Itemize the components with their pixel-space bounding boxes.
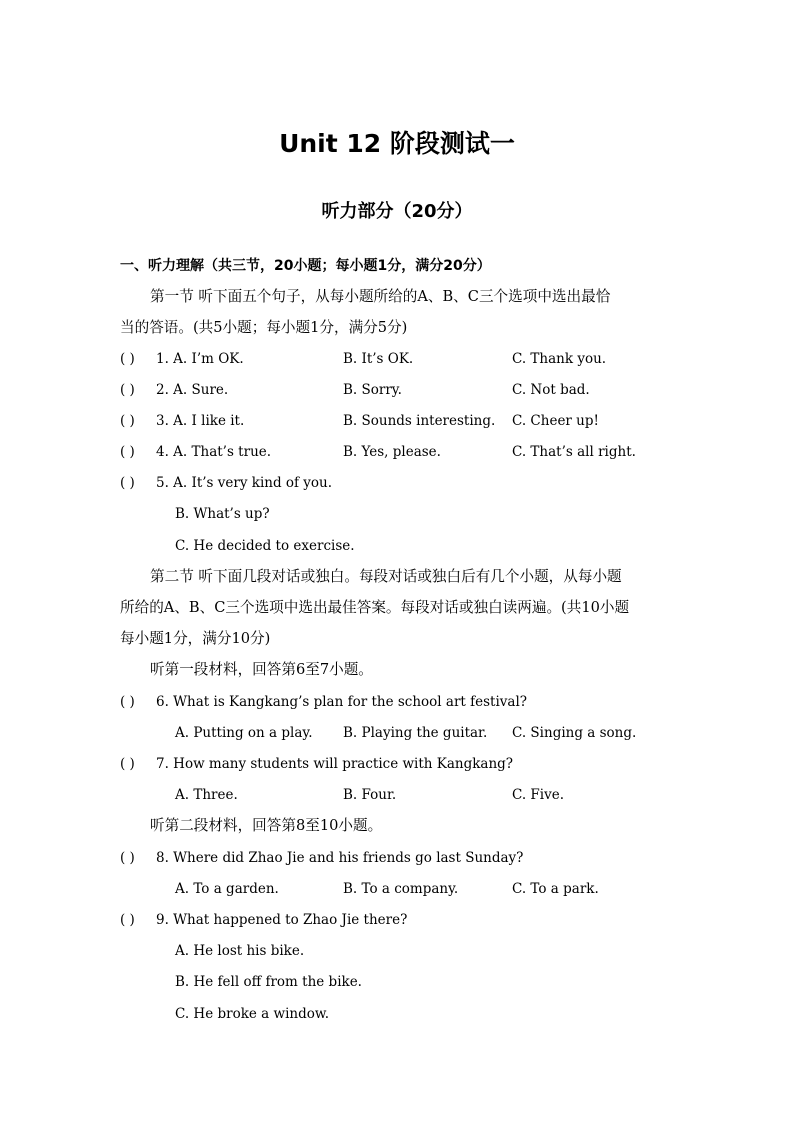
question-9: [120, 910, 407, 930]
question-text: 1. A. I’m OK.: [156, 351, 244, 367]
question-2: [120, 380, 228, 400]
option-c: C. That’s all right.: [512, 444, 636, 460]
part2-instructions-line1: 第二节 听下面几段对话或独白。每段对话或独白后有几个小题，从每小题: [150, 568, 622, 585]
option-a: A. To a garden.: [175, 881, 279, 897]
question-7: [120, 754, 513, 774]
part2-instructions-line2: 所给的A、B、C三个选项中选出最佳答案。每段对话或独白读两遍。(共10小题: [120, 599, 630, 616]
question-6: [120, 692, 527, 712]
question-text: 7. How many students will practice with Kangkang?: [156, 756, 514, 772]
option-a: A. Putting on a play.: [175, 725, 313, 741]
option-c: C. He decided to exercise.: [175, 538, 355, 554]
answer-blank[interactable]: ( ): [120, 475, 135, 491]
material-1-instruction: 听第一段材料，回答第6至7小题。: [150, 661, 373, 678]
option-b: B. Sorry.: [343, 382, 402, 398]
question-text: 2. A. Sure.: [156, 382, 229, 398]
question-text: 9. What happened to Zhao Jie there?: [156, 912, 408, 928]
option-c: C. Five.: [512, 787, 565, 803]
part2-instructions-line3: 每小题1分，满分10分): [120, 630, 271, 647]
answer-blank[interactable]: ( ): [120, 351, 135, 367]
option-c: C. Singing a song.: [512, 725, 637, 741]
option-b: B. Yes, please.: [343, 444, 441, 460]
question-text: 4. A. That’s true.: [156, 444, 272, 460]
answer-blank[interactable]: ( ): [120, 912, 135, 928]
answer-blank[interactable]: ( ): [120, 850, 135, 866]
part1-instructions-line1: 第一节 听下面五个句子，从每小题所给的A、B、C三个选项中选出最恰: [150, 288, 611, 305]
option-c: C. To a park.: [512, 881, 599, 897]
option-b: B. Four.: [343, 787, 397, 803]
section-heading: 一、听力理解（共三节，20小题；每小题1分，满分20分）: [120, 258, 491, 274]
answer-blank[interactable]: ( ): [120, 382, 135, 398]
option-c: C. He broke a window.: [175, 1006, 330, 1022]
question-text: 3. A. I like it.: [156, 413, 245, 429]
page-title: Unit 12 阶段测试一: [279, 129, 515, 158]
material-2-instruction: 听第二段材料，回答第8至10小题。: [150, 817, 383, 834]
option-b: B. Playing the guitar.: [343, 725, 488, 741]
answer-blank[interactable]: ( ): [120, 694, 135, 710]
answer-blank[interactable]: ( ): [120, 444, 135, 460]
question-5: [120, 473, 332, 493]
answer-blank[interactable]: ( ): [120, 756, 135, 772]
question-3: [120, 411, 244, 431]
answer-blank[interactable]: ( ): [120, 413, 135, 429]
question-text: 6. What is Kangkang’s plan for the school art festival?: [156, 694, 528, 710]
option-b: B. To a company.: [343, 881, 459, 897]
option-c: C. Thank you.: [512, 351, 607, 367]
option-b: B. He fell off from the bike.: [175, 974, 362, 990]
question-4: [120, 442, 271, 462]
part1-instructions-line2: 当的答语。(共5小题；每小题1分，满分5分): [120, 319, 408, 336]
question-text: 8. Where did Zhao Jie and his friends go last Sunday?: [156, 850, 524, 866]
option-b: B. Sounds interesting.: [343, 413, 496, 429]
question-8: [120, 848, 523, 868]
option-a: A. Three.: [175, 787, 238, 803]
option-b: B. It’s OK.: [343, 351, 414, 367]
question-1: [120, 349, 244, 369]
option-c: C. Cheer up!: [512, 413, 599, 429]
option-b: B. What’s up?: [175, 506, 270, 522]
page-subtitle: 听力部分（20分）: [321, 201, 473, 222]
option-c: C. Not bad.: [512, 382, 590, 398]
question-text: 5. A. It’s very kind of you.: [156, 475, 333, 491]
option-a: A. He lost his bike.: [175, 943, 305, 959]
